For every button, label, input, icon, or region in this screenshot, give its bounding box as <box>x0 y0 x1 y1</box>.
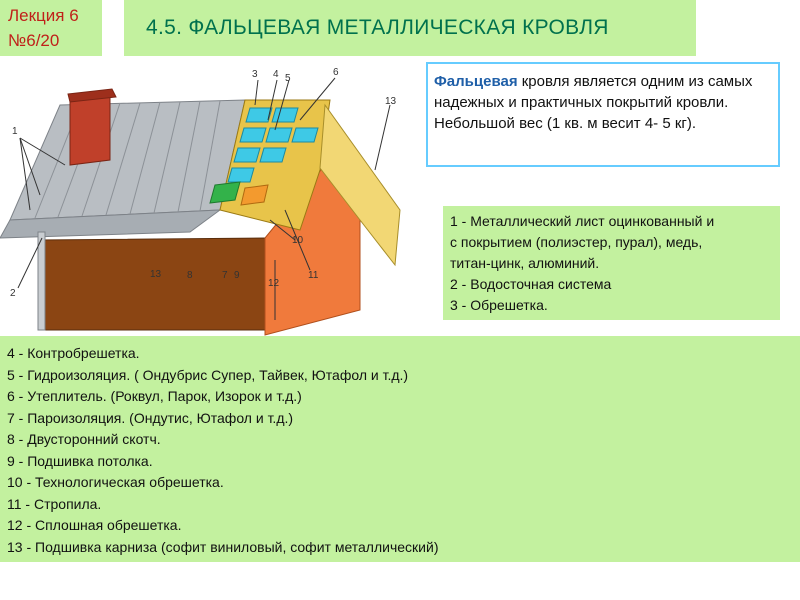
chimney <box>70 95 110 165</box>
callout-8: 8 <box>187 270 193 281</box>
list-item: титан-цинк, алюминий. <box>450 255 600 271</box>
vapour-barrier <box>210 182 240 203</box>
page-title <box>124 0 696 56</box>
callout-7: 7 <box>222 270 228 281</box>
page-title-text: 4.5. ФАЛЬЦЕВАЯ МЕТАЛЛИЧЕСКАЯ КРОВЛЯ <box>146 16 609 39</box>
list-item: 4 - Контробрешетка. <box>7 345 140 361</box>
callout-6: 6 <box>333 67 339 78</box>
house-wall-front <box>40 238 265 330</box>
callout-11: 11 <box>308 270 319 281</box>
callout-4: 4 <box>273 69 279 80</box>
components-list-2 <box>0 336 800 562</box>
lecture-number: Лекция 6 <box>8 6 79 25</box>
lecture-badge <box>0 0 102 56</box>
callout-5: 5 <box>285 73 291 84</box>
callout-10: 10 <box>292 235 304 246</box>
list-item: 8 - Двусторонний скотч. <box>7 431 161 447</box>
insulation-block <box>241 185 268 205</box>
callout-9: 9 <box>234 270 240 281</box>
intro-text: кровля является одним из самых надежных и практичных покрытий кровли. Небольшой вес (1 кв. м весит 4- 5 кг). <box>434 73 753 132</box>
list-item: 11 - Стропила. <box>7 495 102 512</box>
roof-diagram <box>0 60 430 338</box>
list-item: 12 - Сплошная обрешетка. <box>7 517 182 533</box>
list-item: 5 - Гидроизоляция. ( Ондубрис Супер, Тайвек, Ютафол и т.д.) <box>7 366 409 383</box>
callout-3: 3 <box>252 69 258 80</box>
list-item: 7 - Пароизоляция. (Ондутис, Ютафол и т.д.) <box>7 409 294 426</box>
intro-lead: Фальцевая <box>434 73 518 90</box>
callout-13-bottom: 13 <box>150 269 162 280</box>
callout-13-top: 13 <box>385 96 397 107</box>
list-item: 10 - Технологическая обрешетка. <box>7 474 224 490</box>
list-item: 13 - Подшивка карниза (софит виниловый, софит металлический) <box>7 538 439 555</box>
list-item: 2 - Водосточная система <box>450 276 612 292</box>
list-item: 6 - Утеплитель. (Роквул, Парок, Изорок и т.д.) <box>7 388 302 404</box>
list-item: 9 - Подшивка потолка. <box>7 452 153 469</box>
slide-number: №6/20 <box>8 31 60 50</box>
callout-1: 1 <box>12 126 18 137</box>
intro-box <box>426 62 780 167</box>
list-item: с покрытием (полиэстер, пурал), медь, <box>450 234 703 250</box>
callout-2: 2 <box>10 288 16 299</box>
callout-12: 12 <box>268 278 280 289</box>
list-item: 3 - Обрешетка. <box>450 297 548 313</box>
list-item: 1 - Металлический лист оцинкованный и <box>450 213 715 229</box>
components-list-1 <box>443 206 780 320</box>
downpipe <box>38 232 45 330</box>
